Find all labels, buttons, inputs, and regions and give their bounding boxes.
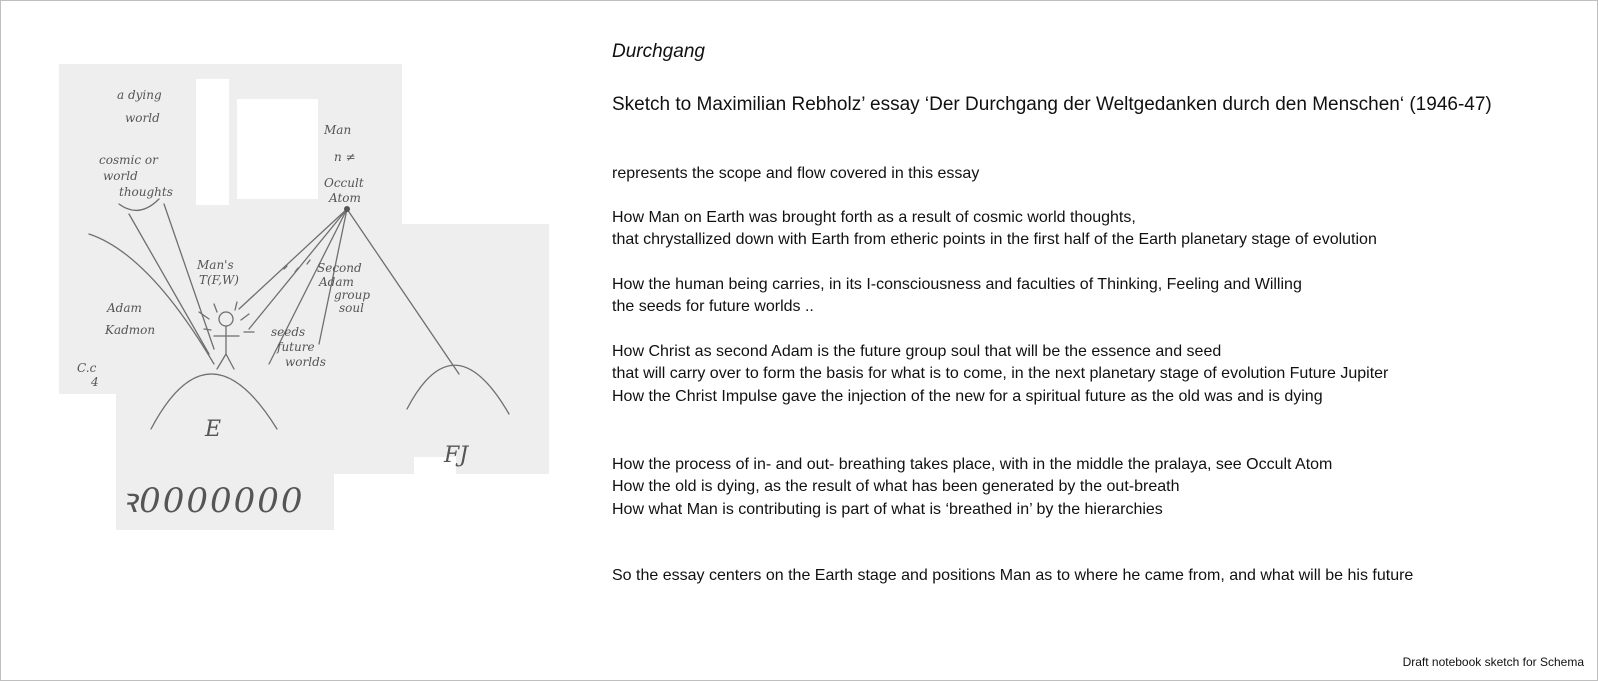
svg-text:thoughts <box>119 185 173 199</box>
svg-text:group <box>334 288 370 302</box>
paragraph-breathing <box>612 454 1332 521</box>
paragraph-line: represents the scope and flow covered in this essay <box>612 165 980 182</box>
label-coc: C.c <box>77 361 97 375</box>
sketch-caption: Draft notebook sketch for Schema <box>1402 655 1584 669</box>
label-cosmic-1: cosmic or <box>99 153 158 167</box>
label-coc-4: 4 <box>91 375 99 389</box>
svg-text:soul <box>339 301 364 315</box>
label-occult: Occult <box>324 176 364 190</box>
paragraph-summary <box>612 565 1413 587</box>
paragraph-line: How Man on Earth was brought forth as a result of cosmic world thoughts, <box>612 209 1136 226</box>
label-second: Second <box>317 261 362 275</box>
label-dying-world-1: a dying <box>117 88 162 102</box>
label-n: n ≠ <box>334 150 356 164</box>
label-adam-k-2: Kadmon <box>105 323 156 337</box>
label-man: Man <box>324 123 352 137</box>
label-atom: Atom <box>329 191 361 205</box>
paper-gap-2 <box>237 99 318 199</box>
paragraph-origin <box>612 207 1377 252</box>
paragraph-line: How Christ as second Adam is the future group soul that will be the essence and seed <box>612 343 1222 360</box>
label-fj: FJ <box>444 443 469 468</box>
svg-text:T(F,W) <box>199 273 239 287</box>
svg-text:Man's <box>196 258 234 272</box>
paragraph-line: How the process of in- and out- breathing takes place, with in the middle the pralaya, see Occult Atom <box>612 456 1333 473</box>
label-dying-world-2: world <box>125 111 160 125</box>
svg-text:n ≠ <box>334 150 356 164</box>
svg-text:future <box>276 340 315 354</box>
label-worlds: worlds <box>285 355 326 369</box>
svg-text:a dying <box>117 88 162 102</box>
label-seeds: seeds <box>271 325 306 339</box>
paragraph-line: that will carry over to form the basis for what is to come, in the next planetary stage of evolution Future Jupiter <box>612 365 1389 383</box>
label-soul: soul <box>339 301 364 315</box>
svg-text:cosmic or <box>99 153 159 167</box>
paragraph-line: the seeds for future worlds .. <box>612 298 814 316</box>
paragraph-line: How the Christ Impulse gave the injection of the new for a spiritual future as the old was and is dying <box>612 387 1323 405</box>
paragraph-christ <box>612 341 1388 408</box>
page-title: Durchgang <box>612 41 705 62</box>
label-group: group <box>334 288 371 302</box>
label-earth: E <box>205 417 222 442</box>
paragraph-line: So the essay centers on the Earth stage and positions Man as to where he came from, and what will be his future <box>612 567 1414 584</box>
label-cosmic-2: world <box>103 169 138 183</box>
label-future: future <box>277 340 315 354</box>
paragraph-scope <box>612 163 979 185</box>
svg-text:worlds <box>285 355 326 369</box>
label-mans: Man's <box>197 258 234 272</box>
label-adam: Adam <box>319 275 354 289</box>
paragraph-line: How the old is dying, as the result of what has been generated by the out-breath <box>612 478 1180 496</box>
label-tfw: T(F,W) <box>199 273 239 287</box>
label-adam-k-1: Adam <box>107 301 142 315</box>
paragraph-line: How what Man is contributing is part of what is ‘breathed in’ by the hierarchies <box>612 500 1163 518</box>
sketch-drawing <box>59 64 549 540</box>
svg-text:4 <box>90 375 99 389</box>
occult-atom-point <box>344 206 350 212</box>
svg-text:seeds <box>271 325 305 339</box>
page-subtitle: Sketch to Maximilian Rebholz’ essay ‘Der Durchgang der Weltgedanken durch den Menschen‘ (1946-47) <box>612 94 1492 115</box>
svg-text:Second <box>317 261 362 275</box>
svg-text:Occult <box>324 176 364 190</box>
svg-text:Kadmon <box>104 323 155 337</box>
paragraph-seeds <box>612 274 1302 319</box>
paper-gap-1 <box>196 79 229 205</box>
notebook-sketch <box>59 64 549 540</box>
label-cosmic-3: thoughts <box>119 185 173 199</box>
label-breaths: ꝛ0000000 <box>121 481 305 521</box>
svg-text:world <box>125 111 160 125</box>
paragraph-line: How the human being carries, in its I-consciousness and faculties of Thinking, Feeling and Willing <box>612 276 1302 293</box>
svg-text:Adam <box>106 301 142 315</box>
svg-text:C.c <box>77 361 97 375</box>
paragraph-line: that chrystallized down with Earth from etheric points in the first half of the Earth planetary stage of evolution <box>612 231 1377 249</box>
svg-text:Adam <box>318 275 354 289</box>
svg-text:Atom <box>328 191 361 205</box>
svg-text:world <box>103 169 138 183</box>
svg-text:Man <box>323 123 351 137</box>
